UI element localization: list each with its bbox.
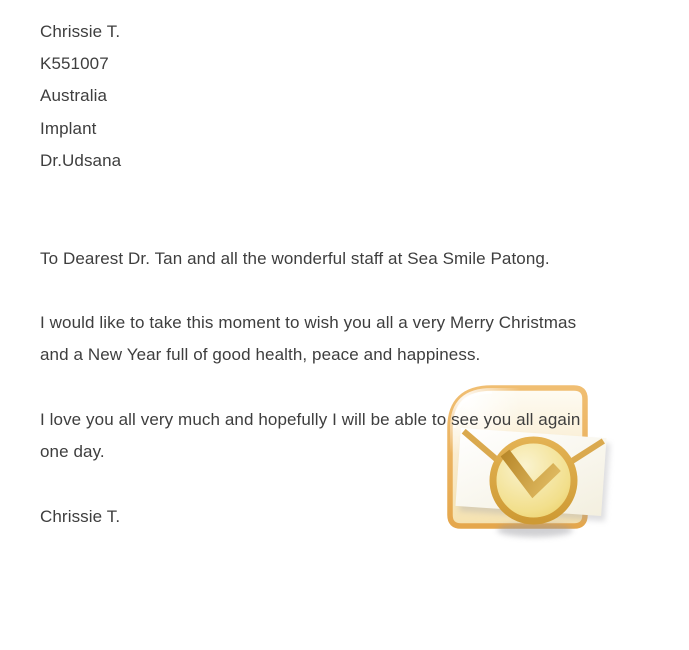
- clock-icon: [493, 440, 574, 521]
- clock-shadow: [497, 523, 573, 537]
- header-line-country: Australia: [40, 86, 108, 105]
- header-line-name: Chrissie T.: [40, 22, 121, 41]
- body-line: I love you all very much and hopefully I will be able to see you all again: [40, 410, 581, 429]
- signature-line: Chrissie T.: [40, 507, 121, 526]
- header-line-doctor: Dr.Udsana: [40, 151, 122, 170]
- body-line: one day.: [40, 442, 105, 461]
- body-line: and a New Year full of good health, peace and happiness.: [40, 345, 481, 364]
- outlook-icon: [447, 383, 615, 548]
- header-line-id: K551007: [40, 54, 109, 73]
- body-line-greeting: To Dearest Dr. Tan and all the wonderful staff at Sea Smile Patong.: [40, 249, 550, 268]
- header-line-treatment: Implant: [40, 119, 97, 138]
- body-line: I would like to take this moment to wish you all a very Merry Christmas: [40, 313, 577, 332]
